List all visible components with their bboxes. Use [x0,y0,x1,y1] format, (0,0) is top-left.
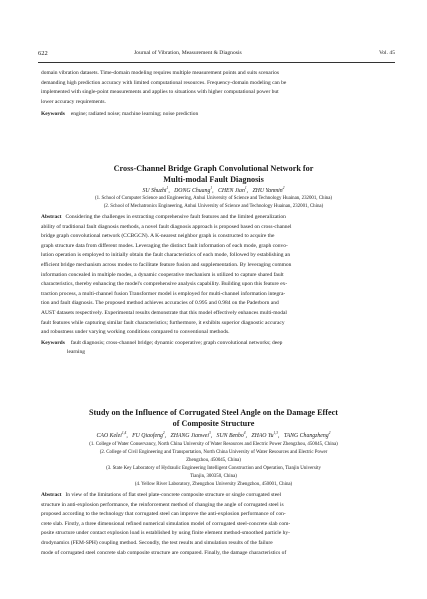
author: CAO Kelei$^{1,4}$ [96,431,127,439]
affiliation-line: (4. Yellow River Laboratory, Zhengzhou University Zhengzhou, 450001, China) [134,481,293,487]
abstract-line: graph structure data from different modes. Leveraging the distinct fault information of each mode, graph convo- [41,242,288,249]
abstract-line: traction process, a multi-channel fusion Transformer model is employed for multi-channel information integra- [41,290,286,297]
paper1-authors: SU Shuzhi$^1$, DONG Chuang$^1$, CHEN Jian$^1$, ZHU Yanmin$^2$ [142,186,285,194]
paper2-abstract [41,491,393,558]
affiliation-line: (3. State Key Laboratory of Hydraulic Engineering Intelligent Construction and Operation, Tianjin University [106,465,321,471]
affiliation-line: (2. College of Civil Engineering and Transportation, North China University of Water Resources and Electric Power [99,449,328,455]
intro-abstract-tail [41,69,393,120]
paper1-title-line: Multi-modal Fault Diagnosis [163,175,264,184]
abstract-line: and robustness under varying working conditions compared to conventional methods. [41,329,230,336]
keywords-label: Keywords [41,339,65,346]
keywords-label: Keywords [41,111,65,118]
affiliation-line: Zhengzhou, 450045, China) [186,457,241,463]
paper2-title-line: of Composite Structure [172,419,255,428]
abstract-line: proposed according to the technology that corrugated steel can improve the anti-explosion performance of con- [41,511,286,518]
abstract-line: efficient bridge mechanism across modes to facilitate feature fusion and supplementation. By leveraging common [41,261,292,268]
abstract-line: information concealed in multiple modes, a dynamic cooperative mechanism is utilized to capture shared fault [41,271,284,278]
affiliation-line: (2. School of Mechatronics Engineering, Anhui University of Science and Technology Huainan, 232001, China) [103,203,324,209]
abstract-line: bridge graph convolutional network (CCBGCN). A K-nearest neighbor graph is constructed to acquire the [41,233,275,240]
intro-line: domain vibration datasets. Time-domain modeling requires multiple measurement points and suits scenarios [41,70,279,76]
abstract-line: fault features while capturing similar fault characteristics; furthermore, it exhibits superior diagnostic accuracy [41,319,285,326]
intro-line: implemented with single-point measurements and applies to situations with higher computational power but [41,89,279,96]
author: FU Qiaofeng$^2$ [132,431,165,439]
volume-number: Vol. 45 [378,50,395,56]
abstract-line: posite structure under contact explosion load is established by using finite element method-smoothed particle hy- [41,530,290,537]
running-header [38,50,395,60]
journal-name: Journal of Vibration, Measurement & Diagnosis [134,50,242,56]
paper1-keywords-cont: learning [67,349,86,356]
author: ZHANG Jianwei$^3$ [170,431,211,439]
intro-line: lower accuracy requirements. [41,98,106,105]
abstract-line: lution operation is employed to initially obtain the fault characteristics of each mode, followed by establishing an [41,252,291,259]
abstract-line: tion and fault diagnosis. The proposed method achieves accuracies of 0.995 and 0.984 on the Paderborn and [41,300,279,307]
author: DONG Chuang$^1$ [174,186,213,194]
page-number: 622 [38,50,48,57]
abstract-line: Abstract Considering the challenges in extracting comprehensive fault features and the limited generalization [41,214,286,220]
affiliation-line: Tianjin, 300350, China) [190,473,237,479]
paper1-keywords: Keywords fault diagnosis; cross-channel bridge; dynamic cooperative; graph convolutional networks; deep [41,339,283,346]
abstract-line: structure in anti-explosion performance, the reinforcement method of changing the angle of corrugated steel is [41,501,284,508]
paper1-title [30,163,397,185]
paper1-abstract [41,213,393,358]
abstract-line: Abstract In view of the limitations of flat steel plate-concrete composite structure or single corrugated steel [41,492,282,498]
paper2-affiliations [30,441,397,488]
abstract-label: Abstract [41,492,62,498]
abstract-line: mode of corrugated steel concrete slab composite structure are compared. Finally, the damage characteristics of [41,549,287,556]
author: SUN Benbo$^4$ [216,431,246,439]
affiliation-line: (1. School of Computer Science and Engineering, Anhui University of Science and Technology Huainan, 232001, China) [94,196,333,201]
paper2-authors: CAO Kelei$^{1,4}$, FU Qiaofeng$^2$, ZHANG Jianwei$^3$, SUN Benbo$^4$, ZHAO Yu$^{1,3}$, TANG Changzheng$^2$ [96,431,331,439]
abstract-line: drodynamics (FEM-SPH) coupling method. Secondly, the test results and simulation results of the failure [41,539,273,546]
keywords-text: engine; radiated noise; machine learning; noise prediction [70,111,199,118]
paper1-title-line: Cross-Channel Bridge Graph Convolutional Network for [113,164,314,173]
author: ZHAO Yu$^{1,3}$ [251,431,279,439]
paper2-title [30,407,397,429]
intro-keywords [41,110,393,120]
abstract-line: crete slab. Firstly, a three dimensional refined numerical simulation model of corrugated steel-concrete slab com- [41,520,291,527]
author: CHEN Jian$^1$ [217,186,247,194]
header-rule [38,62,395,63]
abstract-line: characteristics, thereby enhancing the model's comprehensive analysis capability. Building upon this feature ex- [41,281,288,288]
author: TANG Changzheng$^2$ [283,431,331,439]
paper1-affiliations [30,195,397,211]
paper2-title-line: Study on the Influence of Corrugated Steel Angle on the Damage Effect [88,408,338,417]
author: ZHU Yanmin$^2$ [252,186,285,194]
abstract-label: Abstract [41,214,62,220]
abstract-line: ability of traditional fault diagnosis methods, a novel fault diagnosis approach is proposed based on cross-channel [41,223,292,230]
intro-line: demanding high prediction accuracy with limited computational resources. Frequency-domain modeling can be [41,79,287,86]
author: SU Shuzhi$^1$ [142,186,169,194]
affiliation-line: (1. College of Water Conservancy, North China University of Water Resources and Electric Power Zhengzhou, 450045, China) [89,442,338,447]
abstract-line: AUST datasets respectively. Experimental results demonstrate that this model effectively enhances multi-modal [41,309,287,316]
